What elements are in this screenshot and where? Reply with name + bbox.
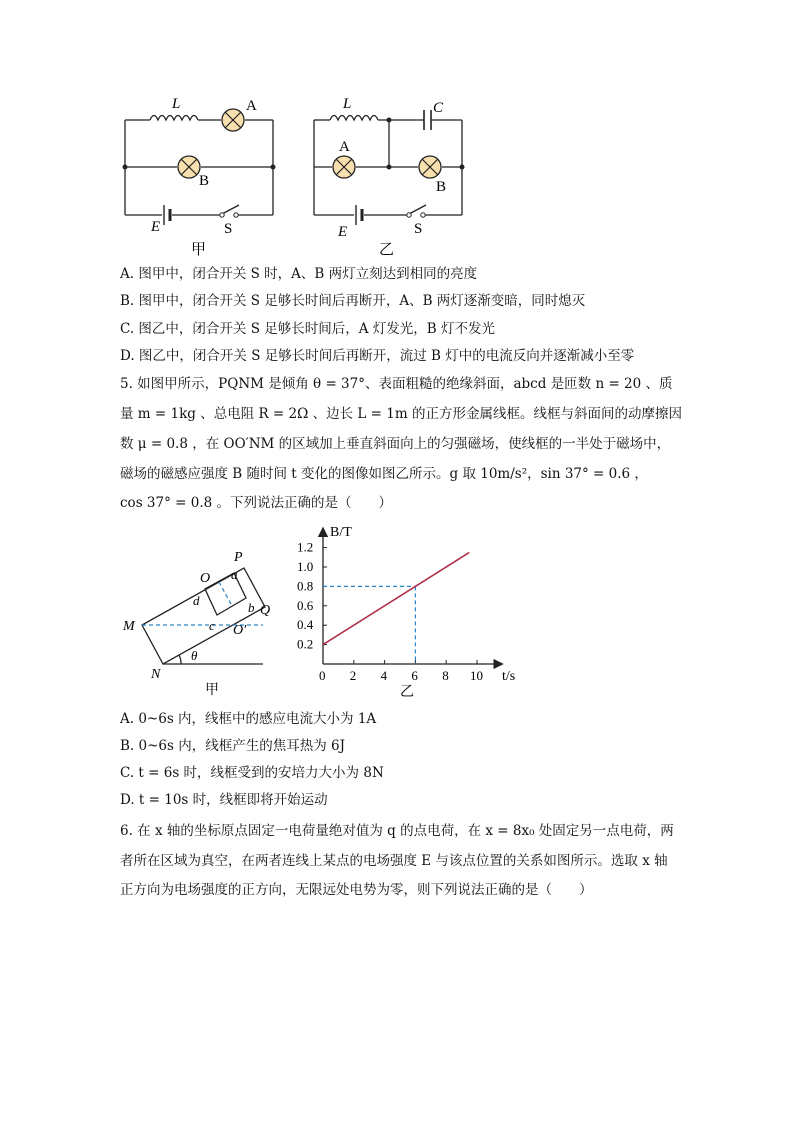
x-tick-label: 6: [411, 668, 418, 683]
q5-stem-line-2: 量 m = 1kg 、总电阻 R = 2Ω 、边长 L = 1m 的正方形金属线框。线框与斜面间的动摩擦因: [120, 406, 682, 422]
lamp-a: [222, 109, 244, 131]
label-a: A: [246, 98, 257, 114]
q4-option-c: C. 图乙中，闭合开关 S 足够长时间后，A 灯发光，B 灯不发光: [120, 321, 496, 337]
caption-yi: 乙: [379, 242, 395, 258]
y-tick-label: 0.2: [297, 636, 314, 652]
label-a: A: [339, 139, 350, 155]
q5-stem-line-3: 数 μ = 0.8 ，在 OO′NM 的区域加上垂直斜面向上的匀强磁场，使线框的一半处于磁场中，: [120, 436, 671, 452]
lamp-b: [419, 156, 441, 178]
label-o-prime: O′: [233, 623, 247, 638]
x-tick-label: 10: [470, 668, 483, 683]
q5-option-a: A. 0~6s 内，线框中的感应电流大小为 1A: [120, 711, 377, 727]
b-t-chart: [290, 518, 530, 703]
label-l: L: [343, 96, 352, 112]
label-b: b: [248, 600, 255, 615]
label-n: N: [151, 667, 161, 682]
caption-jia: 甲: [191, 242, 207, 258]
label-theta: θ: [191, 648, 198, 663]
x-tick-label: 2: [349, 668, 357, 683]
label-c: C: [433, 100, 444, 116]
label-q: Q: [260, 603, 271, 618]
label-m: M: [123, 619, 135, 634]
lamp-a: [333, 156, 355, 178]
q5-option-c: C. t = 6s 时，线框受到的安培力大小为 8N: [120, 765, 384, 781]
label-s: S: [414, 221, 423, 237]
caption-yi: 乙: [400, 685, 414, 700]
q5-option-b: B. 0~6s 内，线框产生的焦耳热为 6J: [120, 738, 346, 754]
label-l: L: [172, 96, 181, 112]
label-e: E: [338, 224, 348, 240]
label-b: B: [436, 179, 447, 195]
q6-stem-line-3: 正方向为电场强度的正方向，无限远处电势为零，则下列说法正确的是（ ）: [120, 882, 593, 898]
label-s: S: [224, 221, 233, 237]
y-tick-label: 0.8: [297, 578, 314, 594]
y-tick-label: 1.2: [297, 539, 314, 555]
label-c: c: [209, 618, 215, 633]
q5-option-d: D. t = 10s 时，线框即将开始运动: [120, 792, 328, 808]
x-tick-label: 0: [319, 668, 326, 683]
series-line: [323, 552, 469, 644]
y-tick-label: 0.6: [297, 597, 314, 613]
y-axis-label: B/T: [330, 525, 352, 540]
x-axis-label: t/s: [502, 669, 516, 684]
y-tick-label: 1.0: [297, 559, 314, 574]
caption-jia: 甲: [205, 683, 219, 698]
label-a: a: [231, 567, 238, 582]
incline-diagram: [115, 540, 290, 700]
q5-stem-line-1: 5. 如图甲所示，PQNM 是倾角 θ = 37°、表面粗糙的绝缘斜面，abcd 是匝数 n = 20 、质: [120, 376, 673, 392]
label-p: P: [234, 550, 243, 565]
circuit-yi-diagram: [305, 88, 470, 258]
q6-stem-line-2: 者所在区域为真空，在两者连线上某点的电场强度 E 与该点位置的关系如图所示。选取 x 轴: [120, 853, 668, 869]
label-d: d: [193, 593, 200, 608]
y-tick-label: 0.4: [297, 617, 314, 633]
q4-option-d: D. 图乙中，闭合开关 S 足够长时间后再断开，流过 B 灯中的电流反向并逐渐减小至零: [120, 348, 635, 364]
q5-stem-line-4: 磁场的磁感应强度 B 随时间 t 变化的图像如图乙所示。g 取 10m/s²，sin 37° = 0.6 ，: [120, 466, 648, 482]
label-e: E: [151, 219, 161, 235]
q4-option-b: B. 图甲中，闭合开关 S 足够长时间后再断开，A、B 两灯逐渐变暗，同时熄灭: [120, 293, 586, 309]
x-tick-label: 8: [442, 668, 449, 683]
q4-option-a: A. 图甲中，闭合开关 S 时，A、B 两灯立刻达到相同的亮度: [120, 266, 478, 282]
q5-stem-line-5: cos 37° = 0.8 。下列说法正确的是（ ）: [120, 495, 392, 511]
lamp-b: [178, 156, 200, 178]
q6-stem-line-1: 6. 在 x 轴的坐标原点固定一电荷量绝对值为 q 的点电荷，在 x = 8x₀ 处固定另一点电荷，两: [120, 823, 674, 839]
label-b: B: [199, 173, 210, 189]
x-tick-label: 4: [380, 668, 388, 683]
label-o: O: [200, 571, 211, 586]
circuit-jia-diagram: [115, 88, 285, 258]
